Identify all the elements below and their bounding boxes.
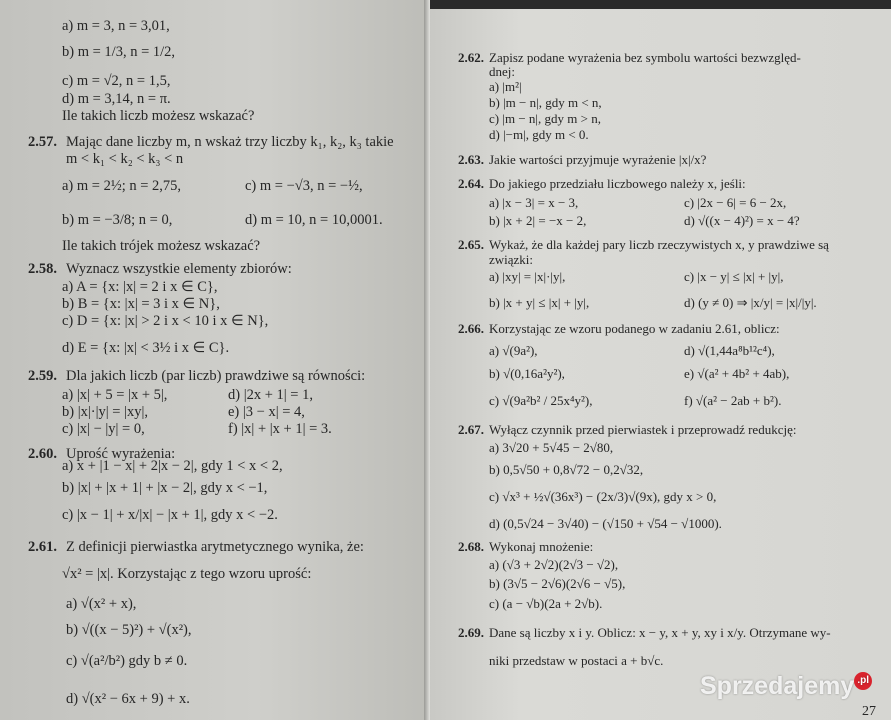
exercise-text: m < k₁ < k₂ < k₃ < n <box>66 151 184 167</box>
exercise-item: b) m = −3/8; n = 0, <box>62 212 173 228</box>
exercise-number: 2.68. <box>458 539 484 554</box>
exercise-text: Wyznacz wszystkie elementy zbiorów: <box>66 261 292 277</box>
exercise-number: 2.59. <box>28 368 57 384</box>
exercise-text: Jakie wartości przyjmuje wyrażenie |x|/x? <box>489 152 707 167</box>
exercise-item: b) √((x − 5)²) + √(x²), <box>66 622 192 638</box>
exercise-text: Korzystając ze wzoru podanego w zadaniu 2.61, oblicz: <box>489 321 780 336</box>
exercise-number: 2.57. <box>28 134 57 150</box>
exercise-item: b) |x + 2| = −x − 2, <box>489 213 587 228</box>
exercise-item: b) 0,5√50 + 0,8√72 − 0,2√32, <box>489 462 644 477</box>
exercise-item: e) |3 − x| = 4, <box>228 404 305 420</box>
exercise-item: a) √(9a²), <box>489 343 538 358</box>
exercise-item: a) A = {x: |x| = 2 i x ∈ C}, <box>62 279 218 295</box>
exercise-text: Wyłącz czynnik przed pierwiastek i przeprowadź redukcję: <box>489 422 797 437</box>
exercise-item: c) √(9a²b² / 25x⁴y²), <box>489 393 593 408</box>
exercise-number: 2.60. <box>28 446 57 462</box>
exercise-number: 2.66. <box>458 321 484 336</box>
exercise-2-56-c: c) m = √2, n = 1,5, <box>62 73 171 89</box>
watermark-text: Sprzedajemy <box>700 672 855 700</box>
exercise-item: c) |x| − |y| = 0, <box>62 421 145 437</box>
book-gutter <box>424 0 430 720</box>
exercise-item: f) |x| + |x + 1| = 3. <box>228 421 332 437</box>
exercise-item: d) √(x² − 6x + 9) + x. <box>66 691 190 707</box>
exercise-text: dnej: <box>489 64 515 79</box>
exercise-text: Uprość wyrażenia: <box>66 446 176 462</box>
exercise-item: d) (0,5√24 − 3√40) − (√150 + √54 − √1000). <box>489 516 722 531</box>
exercise-2-56-a: a) m = 3, n = 3,01, <box>62 18 170 34</box>
exercise-number: 2.64. <box>458 176 484 191</box>
exercise-item: a) 3√20 + 5√45 − 2√80, <box>489 440 614 455</box>
exercise-text: Zapisz podane wyrażenia bez symbolu wartości bezwzględ- <box>489 50 801 65</box>
exercise-text: Wykonaj mnożenie: <box>489 539 594 554</box>
exercise-text: związki: <box>489 252 534 267</box>
exercise-item: b) (3√5 − 2√6)(2√6 − √5), <box>489 576 626 591</box>
exercise-number: 2.63. <box>458 152 484 167</box>
exercise-item: c) (a − √b)(2a + 2√b). <box>489 596 603 611</box>
exercise-item: d) E = {x: |x| < 3½ i x ∈ C}. <box>62 340 230 356</box>
exercise-item: c) |x − y| ≤ |x| + |y|, <box>684 269 784 284</box>
exercise-item: a) |m²| <box>489 79 522 94</box>
exercise-item: a) √(x² + x), <box>66 596 137 612</box>
exercise-item: a) |xy| = |x|·|y|, <box>489 269 566 284</box>
watermark-logo <box>700 672 872 701</box>
exercise-item: a) |x − 3| = x − 3, <box>489 195 579 210</box>
exercise-item: b) √(0,16a²y²), <box>489 366 565 381</box>
exercise-item: b) |x|·|y| = |xy|, <box>62 404 149 420</box>
exercise-text: Do jakiego przedziału liczbowego należy x, jeśli: <box>489 176 746 191</box>
exercise-item: b) |x + y| ≤ |x| + |y|, <box>489 295 590 310</box>
exercise-item: f) √(a² − 2ab + b²). <box>684 393 782 408</box>
exercise-text: Wykaż, że dla każdej pary liczb rzeczywistych x, y prawdziwe są <box>489 237 829 252</box>
exercise-item: c) √(a²/b²) gdy b ≠ 0. <box>66 653 188 669</box>
exercise-text: Mając dane liczby m, n wskaż trzy liczby k₁, k₂, k₃ takie <box>66 134 394 150</box>
exercise-question: Ile takich trójek możesz wskazać? <box>62 238 261 254</box>
exercise-2-56-b: b) m = 1/3, n = 1/2, <box>62 44 176 60</box>
exercise-number: 2.61. <box>28 539 57 555</box>
exercise-item: a) x + |1 − x| + 2|x − 2|, gdy 1 < x < 2, <box>62 458 283 474</box>
exercise-number: 2.67. <box>458 422 484 437</box>
watermark-suffix: .pl <box>854 672 872 690</box>
exercise-2-56-question: Ile takich liczb możesz wskazać? <box>62 108 255 124</box>
exercise-text: Z definicji pierwiastka arytmetycznego wynika, że: <box>66 539 364 555</box>
exercise-item: d) m = 10, n = 10,0001. <box>245 212 383 228</box>
exercise-item: a) (√3 + 2√2)(2√3 − √2), <box>489 557 619 572</box>
exercise-item: c) m = −√3, n = −½, <box>245 178 363 194</box>
exercise-item: c) |x − 1| + x/|x| − |x + 1|, gdy x < −2. <box>62 507 278 523</box>
exercise-number: 2.58. <box>28 261 57 277</box>
top-shadow <box>428 0 891 9</box>
exercise-text: niki przedstaw w postaci a + b√c. <box>489 653 664 668</box>
exercise-item: b) |m − n|, gdy m < n, <box>489 95 602 110</box>
exercise-number: 2.69. <box>458 625 484 640</box>
exercise-2-56-d: d) m = 3,14, n = π. <box>62 91 171 107</box>
exercise-number: 2.65. <box>458 237 484 252</box>
exercise-item: a) |x| + 5 = |x + 5|, <box>62 387 168 403</box>
exercise-item: c) |m − n|, gdy m > n, <box>489 111 601 126</box>
exercise-item: b) |x| + |x + 1| + |x − 2|, gdy x < −1, <box>62 480 268 496</box>
exercise-item: d) |−m|, gdy m < 0. <box>489 127 589 142</box>
exercise-item: d) √((x − 4)²) = x − 4? <box>684 213 800 228</box>
exercise-item: c) √x³ + ½√(36x³) − (2x/3)√(9x), gdy x > 0, <box>489 489 717 504</box>
exercise-item: a) m = 2½; n = 2,75, <box>62 178 182 194</box>
exercise-text: √x² = |x|. Korzystając z tego wzoru uprość: <box>62 566 312 582</box>
exercise-text: Dla jakich liczb (par liczb) prawdziwe są równości: <box>66 368 366 384</box>
page-number: 27 <box>862 704 876 719</box>
exercise-item: e) √(a² + 4b² + 4ab), <box>684 366 790 381</box>
exercise-number: 2.62. <box>458 50 484 65</box>
exercise-item: b) B = {x: |x| = 3 i x ∈ N}, <box>62 296 220 312</box>
exercise-item: d) (y ≠ 0) ⇒ |x/y| = |x|/|y|. <box>684 295 817 310</box>
exercise-item: c) |2x − 6| = 6 − 2x, <box>684 195 787 210</box>
exercise-item: d) |2x + 1| = 1, <box>228 387 313 403</box>
exercise-text: Dane są liczby x i y. Oblicz: x − y, x + y, xy i x/y. Otrzymane wy- <box>489 625 831 640</box>
exercise-item: d) √(1,44a⁸b¹²c⁴), <box>684 343 775 358</box>
exercise-item: c) D = {x: |x| > 2 i x < 10 i x ∈ N}, <box>62 313 269 329</box>
